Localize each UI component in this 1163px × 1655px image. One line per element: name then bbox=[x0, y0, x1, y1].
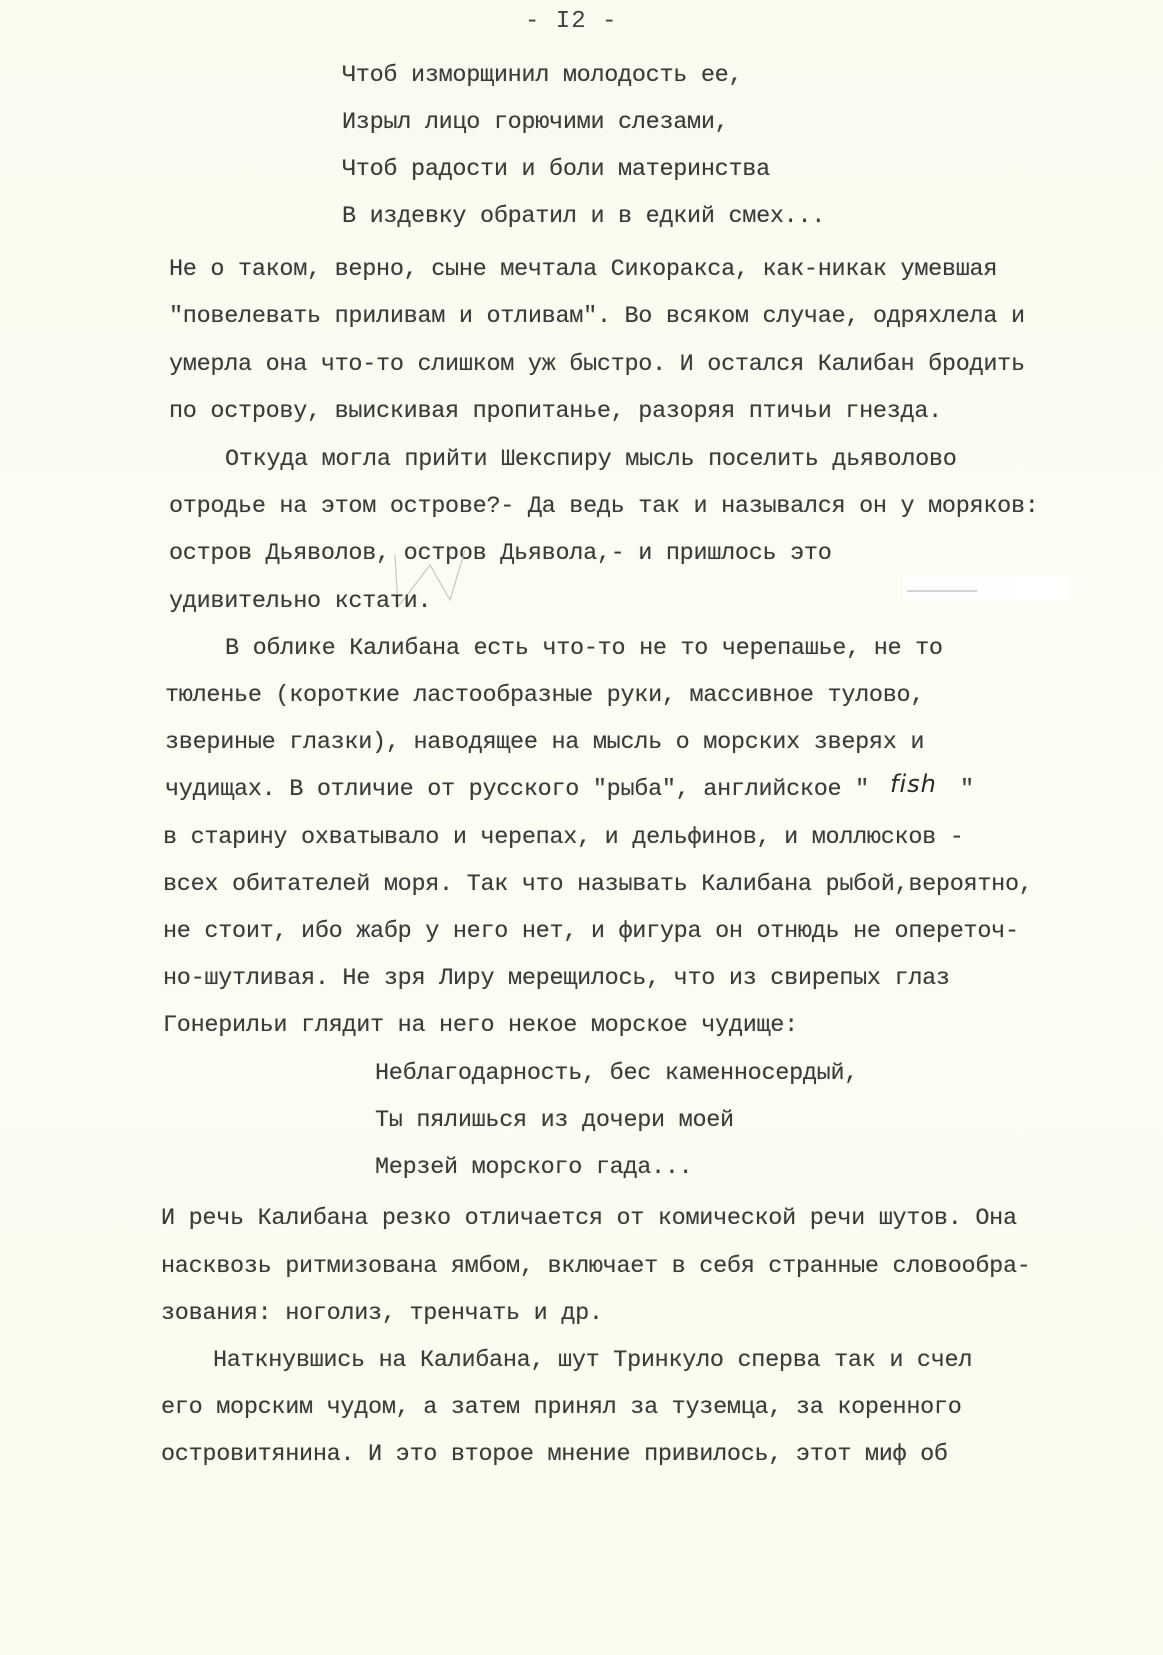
paragraph-line: удивительно кстати. bbox=[169, 588, 432, 615]
paragraph-line: Гонерильи глядит на него некое морское чудище: bbox=[163, 1012, 798, 1039]
paragraph-line: звериные глазки), наводящее на мысль о морских зверях и bbox=[165, 729, 925, 756]
verse-line: Мерзей морского гада... bbox=[375, 1154, 693, 1181]
handwritten-insertion: fish bbox=[890, 770, 937, 798]
paragraph-line: Не о таком, верно, сыне мечтала Сикоракса, как-никак умевшая bbox=[169, 256, 998, 283]
paragraph-line: остров Дьяволов, остров Дьявола,- и пришлось это bbox=[169, 540, 832, 567]
paragraph-line: И речь Калибана резко отличается от комической речи шутов. Она bbox=[161, 1205, 1017, 1232]
verse-line: В издевку обратил и в едкий смех... bbox=[342, 203, 826, 230]
paragraph-line: в старину охватывало и черепах, и дельфинов, и моллюсков - bbox=[163, 824, 964, 851]
paragraph-line: не стоит, ибо жабр у него нет, и фигура он отнюдь не опереточ- bbox=[163, 918, 1019, 945]
paragraph-line: насквозь ритмизована ямбом, включает в себя странные словообра- bbox=[161, 1253, 1031, 1280]
paragraph-line: В облике Калибана есть что-то не то черепашье, не то bbox=[225, 635, 943, 662]
paragraph-line: его морским чудом, а затем принял за туземца, за коренного bbox=[161, 1394, 962, 1421]
page-number: - I2 - bbox=[525, 8, 618, 35]
paragraph-line: по острову, выискивая пропитанье, разоряя птичьи гнезда. bbox=[169, 398, 942, 425]
correction-whiteout bbox=[903, 575, 1068, 601]
verse-line: Неблагодарность, бес каменносердый, bbox=[375, 1060, 859, 1087]
closing-quote: " bbox=[960, 776, 974, 803]
paragraph-line: отродье на этом острове?- Да ведь так и назывался он у моряков: bbox=[169, 493, 1039, 520]
paragraph-line: умерла она что-то слишком уж быстро. И остался Калибан бродить bbox=[169, 351, 1025, 378]
paragraph-line: зования: ноголиз, тренчать и др. bbox=[161, 1300, 603, 1327]
paragraph-line: островитянина. И это второе мнение привилось, этот миф об bbox=[161, 1441, 948, 1468]
paragraph-line: тюленье (короткие ластообразные руки, массивное тулово, bbox=[165, 682, 925, 709]
paragraph-line: всех обитателей моря. Так что называть Калибана рыбой,вероятно, bbox=[163, 871, 1033, 898]
paragraph-line: "повелевать приливам и отливам". Во всяком случае, одряхлела и bbox=[169, 303, 1025, 330]
paragraph-line: но-шутливая. Не зря Лиру мерещилось, что из свирепых глаз bbox=[163, 965, 950, 992]
paragraph-line: Откуда могла прийти Шекспиру мысль поселить дьяволово bbox=[225, 446, 957, 473]
verse-line: Чтоб радости и боли материнства bbox=[342, 156, 770, 183]
verse-line: Изрыл лицо горючими слезами, bbox=[342, 109, 729, 136]
paragraph-line: Наткнувшись на Калибана, шут Тринкуло сперва так и счел bbox=[213, 1347, 973, 1374]
verse-line: Чтоб изморщинил молодость ее, bbox=[342, 62, 743, 89]
paragraph-line: чудищах. В отличие от русского "рыба", английское " bbox=[165, 776, 869, 803]
verse-line: Ты пялишься из дочери моей bbox=[375, 1107, 734, 1134]
